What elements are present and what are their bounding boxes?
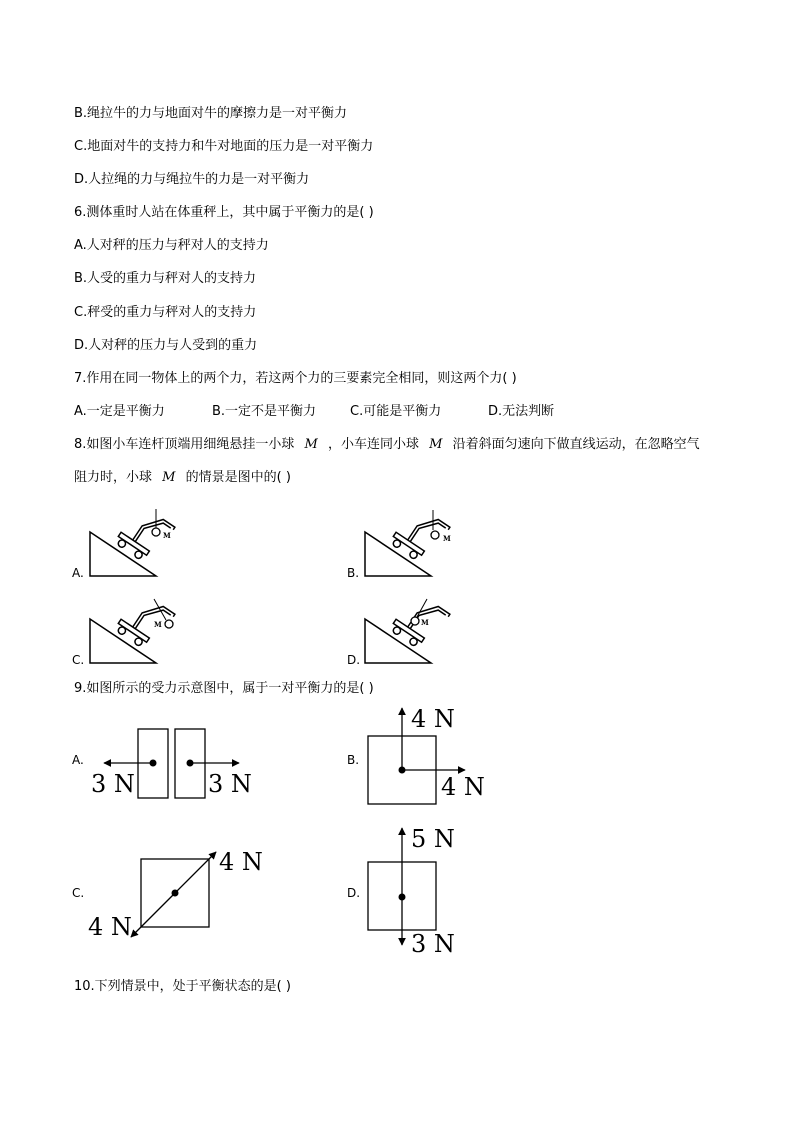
question-8-line-2 <box>74 469 291 487</box>
force-arrow-lower <box>131 893 175 937</box>
q8-figure-b <box>363 500 453 580</box>
q5-option-d: D.人拉绳的力与绳拉牛的力是一对平衡力 <box>74 172 310 187</box>
cart <box>389 504 450 566</box>
q6-option-c: C.秤受的重力与秤对人的支持力 <box>74 305 257 320</box>
q7-option-d: D.无法判断 <box>488 404 555 419</box>
force-label-left: 3 N <box>91 770 135 798</box>
q8-var-m-2: M <box>429 437 443 452</box>
q7-option-b: B.一定不是平衡力 <box>212 404 317 419</box>
q8-text-4: 阻力时，小球 <box>74 470 153 485</box>
q6-option-d: D.人对秤的压力与人受到的重力 <box>74 338 258 353</box>
q9-label-d: D. <box>347 886 361 900</box>
q9-label-b: B. <box>347 753 360 767</box>
q5-option-b: B.绳拉牛的力与地面对牛的摩擦力是一对平衡力 <box>74 106 348 121</box>
force-label-right: 4 N <box>441 773 485 801</box>
question-10: 10.下列情景中，处于平衡状态的是( ) <box>74 979 291 994</box>
incline <box>90 532 156 576</box>
q8-text-3: 沿着斜面匀速向下做直线运动，在忽略空气 <box>452 437 700 452</box>
question-9: 9.如图所示的受力示意图中，属于一对平衡力的是( ) <box>74 681 374 696</box>
force-label-down: 3 N <box>411 930 455 958</box>
ball-label: M <box>154 620 162 629</box>
q8-label-a: A. <box>72 566 84 580</box>
force-label-lower: 4 N <box>88 913 132 941</box>
q9-figure-d <box>365 823 505 963</box>
q7-option-a: A.一定是平衡力 <box>74 404 165 419</box>
q8-var-m-3: M <box>162 470 176 485</box>
q9-figure-b <box>365 703 505 803</box>
q9-figure-a <box>88 725 278 815</box>
ball <box>411 617 419 625</box>
q5-option-c: C.地面对牛的支持力和牛对地面的压力是一对平衡力 <box>74 139 374 154</box>
q8-figure-c <box>88 587 178 667</box>
q8-figure-a <box>88 500 178 580</box>
q9-label-c: C. <box>72 886 85 900</box>
q8-label-c: C. <box>72 653 85 667</box>
q8-text-2: ，小车连同小球 <box>328 437 420 452</box>
ball <box>431 531 439 539</box>
q8-figure-d <box>363 587 453 667</box>
q9-label-a: A. <box>72 753 84 767</box>
question-7: 7.作用在同一物体上的两个力，若这两个力的三要素完全相同，则这两个力( ) <box>74 371 517 386</box>
q9-figure-c <box>86 843 276 943</box>
q6-option-b: B.人受的重力与秤对人的支持力 <box>74 271 257 286</box>
force-label-up: 5 N <box>411 825 455 853</box>
force-label-up: 4 N <box>411 705 455 733</box>
q8-label-d: D. <box>347 653 361 667</box>
ball <box>152 528 160 536</box>
incline <box>90 619 156 663</box>
question-6: 6.测体重时人站在体重秤上，其中属于平衡力的是( ) <box>74 205 374 220</box>
q8-var-m-1: M <box>304 437 318 452</box>
q8-text-5: 的情景是图中的( ) <box>185 470 291 485</box>
ball <box>165 620 173 628</box>
q6-option-a: A.人对秤的压力与秤对人的支持力 <box>74 238 269 253</box>
force-label-upper: 4 N <box>219 848 263 876</box>
ball-label: M <box>163 531 171 540</box>
q7-option-c: C.可能是平衡力 <box>350 404 442 419</box>
force-arrow-upper <box>175 852 216 893</box>
question-8-line-1 <box>74 436 700 454</box>
q8-label-b: B. <box>347 566 360 580</box>
ball-label: M <box>421 618 429 627</box>
force-label-right: 3 N <box>208 770 252 798</box>
ball-label: M <box>443 534 451 543</box>
q8-text-1: 8.如图小车连杆顶端用细绳悬挂一小球 <box>74 437 295 452</box>
incline <box>365 532 431 576</box>
